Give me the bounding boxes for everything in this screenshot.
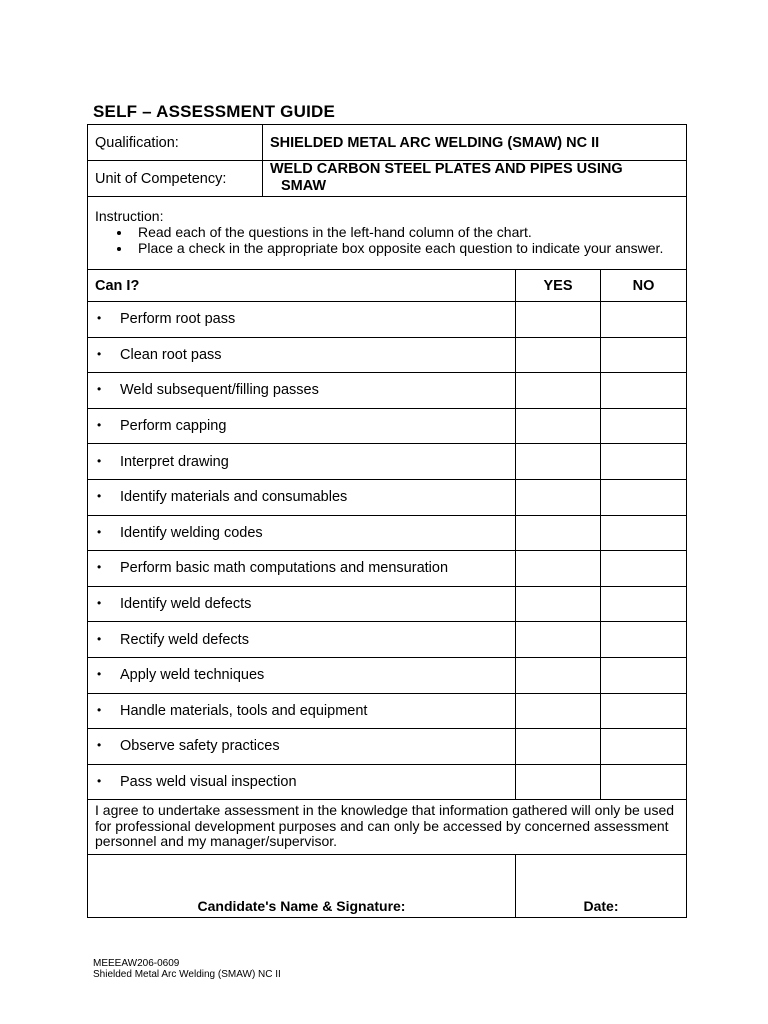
question-row [88,586,687,622]
no-checkbox[interactable] [601,444,687,480]
yes-checkbox[interactable] [516,337,601,373]
question-cell [88,515,516,551]
question-text: Identify materials and consumables [120,489,348,506]
candidate-signature-label: Candidate's Name & Signature: [197,898,406,915]
question-cell [88,337,516,373]
question-text: Identify welding codes [120,524,263,541]
unit-value-line1: WELD CARBON STEEL PLATES AND PIPES USING [270,161,623,177]
question-row [88,764,687,800]
question-row [88,373,687,409]
no-checkbox[interactable] [601,657,687,693]
date-field[interactable] [516,855,687,918]
footer-qualification: Shielded Metal Arc Welding (SMAW) NC II [93,969,281,980]
no-checkbox[interactable] [601,551,687,587]
yes-checkbox[interactable] [516,586,601,622]
question-text: Observe safety practices [120,738,280,755]
yes-checkbox[interactable] [516,764,601,800]
bullet-icon: • [97,774,102,789]
question-text: Clean root pass [120,346,222,363]
question-text: Weld subsequent/filling passes [120,382,319,399]
can-i-header: Can I? [88,270,516,302]
instruction-item: • Read each of the questions in the left-hand column of the chart. [132,224,679,240]
unit-value [263,161,687,197]
question-row [88,622,687,658]
question-text: Perform basic math computations and mensuration [120,560,449,577]
agreement-text: I agree to undertake assessment in the knowledge that information gathered will only be used for professional development purposes and can only be accessed by concerned assessment personnel and my manager/supervisor. [88,800,687,855]
question-row [88,729,687,765]
question-cell [88,764,516,800]
no-checkbox[interactable] [601,764,687,800]
question-rows [88,302,687,800]
no-checkbox[interactable] [601,479,687,515]
question-cell [88,444,516,480]
instruction-item: • Place a check in the appropriate box opposite each question to indicate your answer. [132,240,679,256]
question-text: Handle materials, tools and equipment [120,702,368,719]
no-checkbox[interactable] [601,408,687,444]
yes-checkbox[interactable] [516,408,601,444]
question-cell [88,622,516,658]
instruction-heading: Instruction: [95,208,164,224]
question-cell [88,302,516,338]
question-text: Interpret drawing [120,453,229,470]
qualification-label: Qualification: [88,125,263,161]
page-title: SELF – ASSESSMENT GUIDE [93,102,336,121]
yes-checkbox[interactable] [516,622,601,658]
qualification-value: SHIELDED METAL ARC WELDING (SMAW) NC II [263,125,687,161]
no-checkbox[interactable] [601,693,687,729]
no-header: NO [601,270,687,302]
question-row [88,444,687,480]
unit-value-line2: SMAW [281,178,327,194]
yes-header: YES [516,270,601,302]
question-cell [88,408,516,444]
instruction-list [95,224,679,256]
question-text: Identify weld defects [120,596,252,613]
yes-checkbox[interactable] [516,729,601,765]
question-row [88,479,687,515]
bullet-icon: • [97,667,102,682]
question-row [88,302,687,338]
no-checkbox[interactable] [601,515,687,551]
candidate-signature-field[interactable] [88,855,516,918]
question-row [88,337,687,373]
question-cell [88,657,516,693]
instruction-box [88,197,687,270]
yes-checkbox[interactable] [516,693,601,729]
yes-checkbox[interactable] [516,551,601,587]
bullet-icon: • [97,631,102,646]
question-cell [88,551,516,587]
yes-checkbox[interactable] [516,302,601,338]
bullet-icon: • [97,346,102,361]
no-checkbox[interactable] [601,586,687,622]
bullet-icon: • [97,453,102,468]
question-text: Apply weld techniques [120,667,265,684]
yes-checkbox[interactable] [516,444,601,480]
page-footer [93,958,281,980]
no-checkbox[interactable] [601,729,687,765]
bullet-icon: • [97,738,102,753]
bullet-icon: • [97,489,102,504]
question-cell [88,586,516,622]
bullet-icon: • [97,311,102,326]
question-text: Perform root pass [120,311,236,328]
no-checkbox[interactable] [601,622,687,658]
no-checkbox[interactable] [601,373,687,409]
question-row [88,657,687,693]
bullet-icon: • [97,418,102,433]
question-row [88,693,687,729]
question-text: Pass weld visual inspection [120,774,297,791]
bullet-icon: • [97,382,102,397]
bullet-icon: • [97,702,102,717]
document-code: MEEEAW206-0609 [93,958,180,969]
bullet-icon: • [97,524,102,539]
question-row [88,551,687,587]
yes-checkbox[interactable] [516,373,601,409]
question-text: Perform capping [120,418,227,435]
yes-checkbox[interactable] [516,479,601,515]
question-cell [88,693,516,729]
question-text: Rectify weld defects [120,631,249,648]
question-cell [88,729,516,765]
yes-checkbox[interactable] [516,515,601,551]
no-checkbox[interactable] [601,337,687,373]
question-cell [88,373,516,409]
bullet-icon: • [97,596,102,611]
bullet-icon: • [97,560,102,575]
question-row [88,408,687,444]
yes-checkbox[interactable] [516,657,601,693]
unit-label: Unit of Competency: [88,161,263,197]
question-row [88,515,687,551]
date-label: Date: [583,898,619,915]
no-checkbox[interactable] [601,302,687,338]
question-cell [88,479,516,515]
assessment-table [87,124,687,918]
